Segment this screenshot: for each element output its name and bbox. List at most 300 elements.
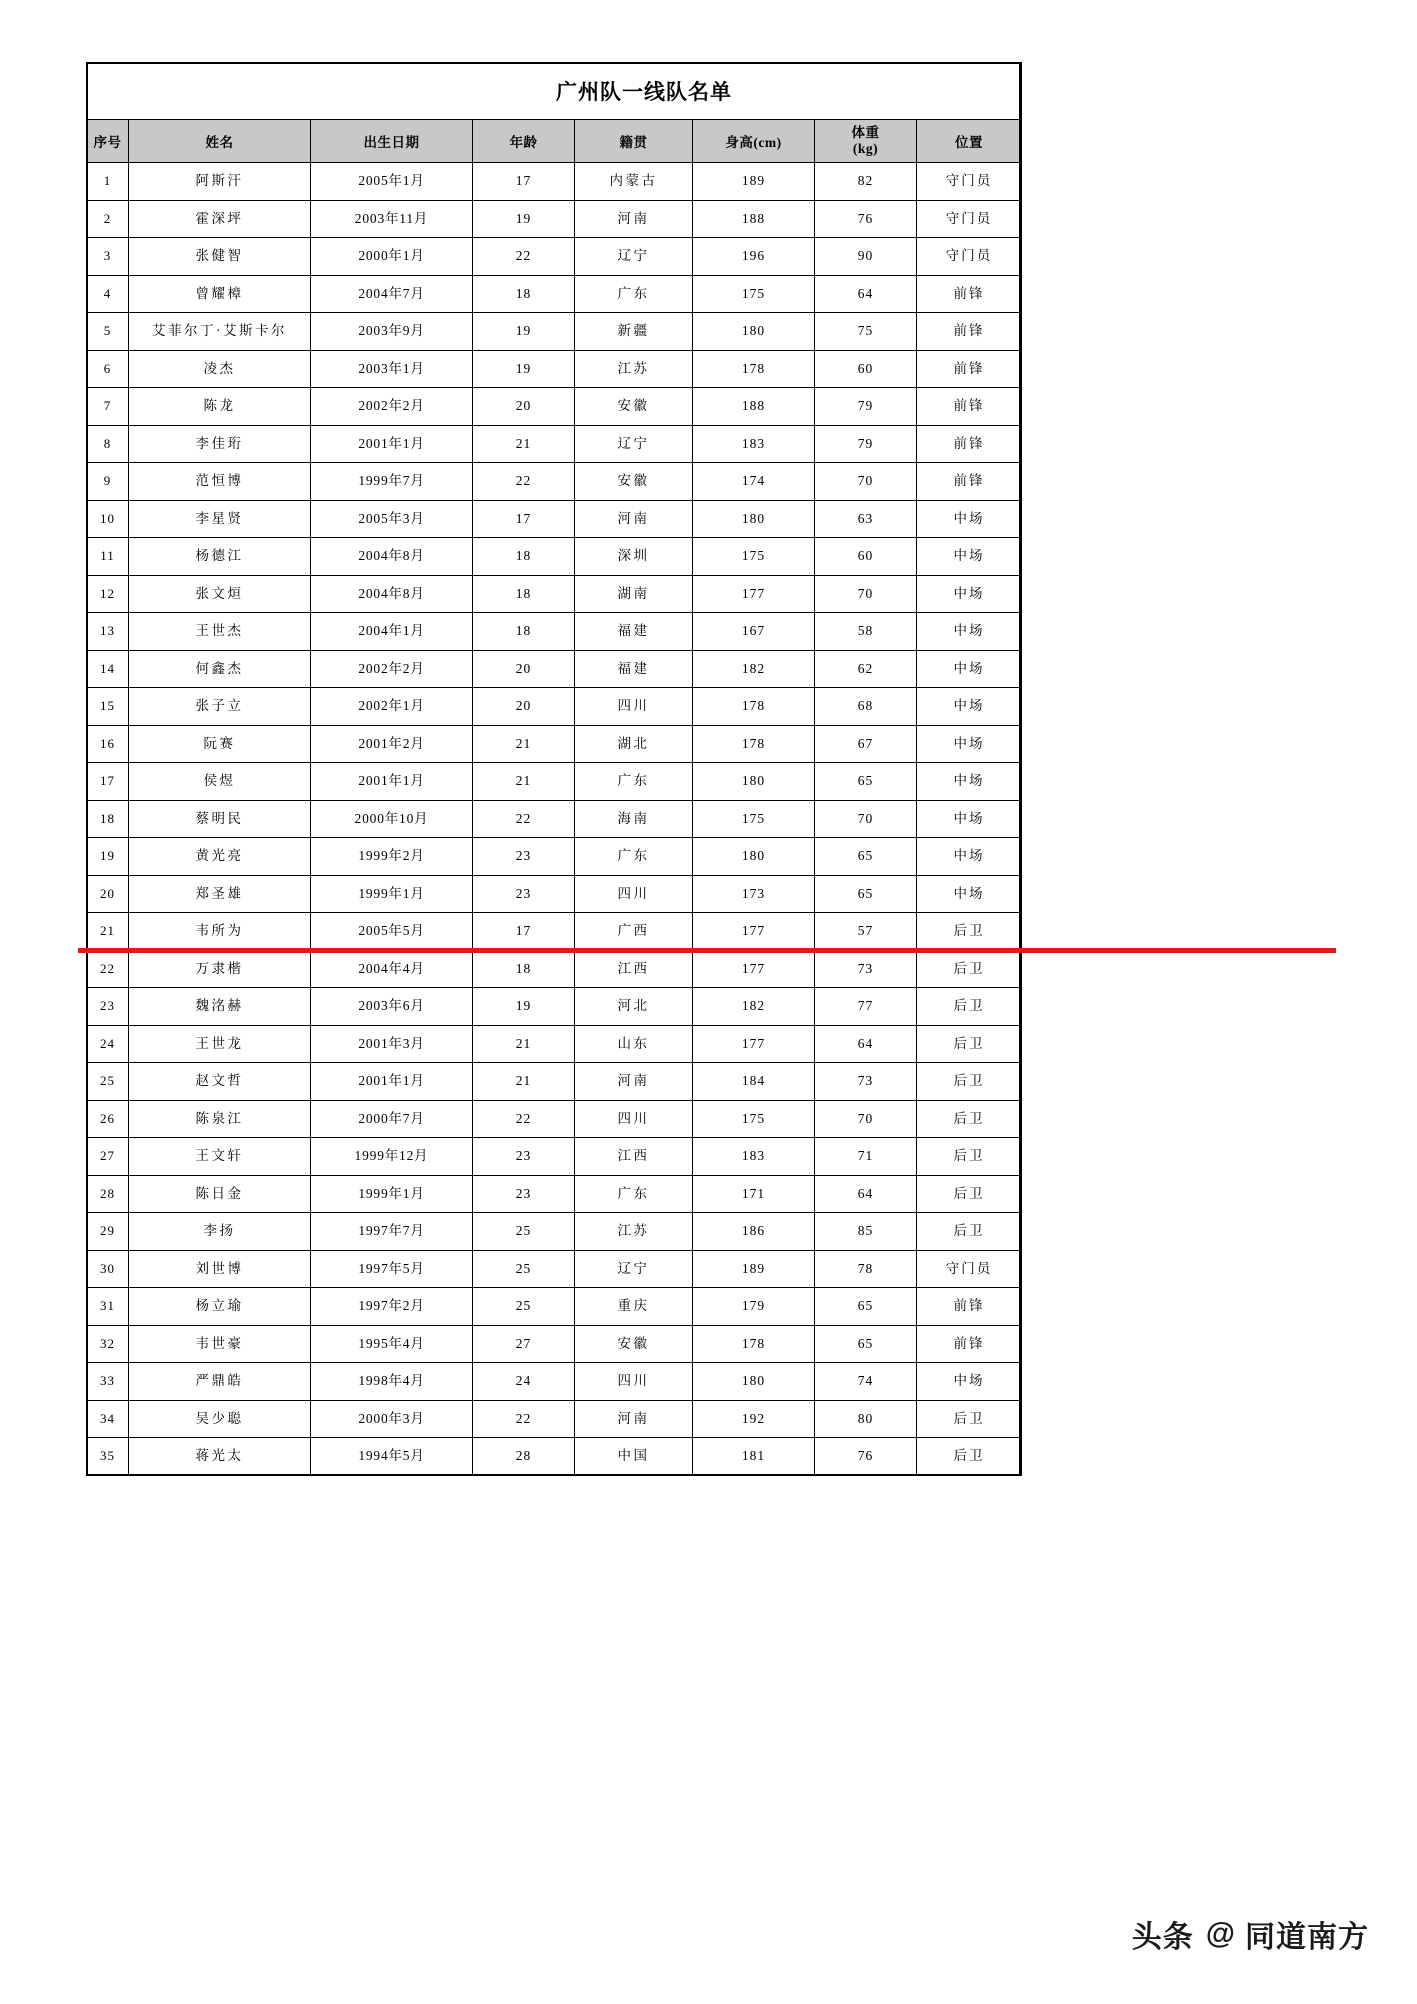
cell-pos: 后卫 xyxy=(917,1400,1022,1438)
cell-age: 25 xyxy=(473,1213,575,1251)
cell-wgt: 60 xyxy=(815,350,917,388)
cell-name: 凌杰 xyxy=(129,350,311,388)
cell-prov: 辽宁 xyxy=(575,425,693,463)
cell-wgt: 80 xyxy=(815,1400,917,1438)
cell-idx: 8 xyxy=(87,425,129,463)
cell-wgt: 75 xyxy=(815,313,917,351)
cell-idx: 31 xyxy=(87,1288,129,1326)
cell-dob: 2000年1月 xyxy=(311,238,473,276)
column-header-name-label: 姓名 xyxy=(205,135,234,150)
cell-prov: 广东 xyxy=(575,838,693,876)
cell-hgt: 177 xyxy=(693,950,815,988)
cell-wgt: 70 xyxy=(815,463,917,501)
cell-prov: 山东 xyxy=(575,1025,693,1063)
cell-idx: 24 xyxy=(87,1025,129,1063)
column-header-hgt-label: 身高(cm) xyxy=(725,135,782,150)
cell-prov: 湖南 xyxy=(575,575,693,613)
cell-dob: 2002年2月 xyxy=(311,650,473,688)
cell-age: 21 xyxy=(473,763,575,801)
column-header-wgt-line2: (kg) xyxy=(852,141,879,156)
cell-prov: 深圳 xyxy=(575,538,693,576)
cell-name: 霍深坪 xyxy=(129,200,311,238)
cell-wgt: 74 xyxy=(815,1363,917,1401)
cell-dob: 2001年1月 xyxy=(311,763,473,801)
cell-pos: 中场 xyxy=(917,688,1022,726)
cell-hgt: 180 xyxy=(693,313,815,351)
cell-name: 吴少聪 xyxy=(129,1400,311,1438)
roster-table xyxy=(86,62,1022,1476)
cell-age: 25 xyxy=(473,1288,575,1326)
table-row[interactable] xyxy=(87,688,1022,726)
cell-pos: 前锋 xyxy=(917,1325,1022,1363)
column-header-pos-label: 位置 xyxy=(955,135,983,150)
table-title-row xyxy=(87,63,1022,120)
cell-pos: 中场 xyxy=(917,500,1022,538)
cell-dob: 1999年1月 xyxy=(311,1175,473,1213)
cell-wgt: 77 xyxy=(815,988,917,1026)
cell-dob: 2001年1月 xyxy=(311,1063,473,1101)
table-row[interactable] xyxy=(87,725,1022,763)
cell-pos: 前锋 xyxy=(917,350,1022,388)
table-row[interactable] xyxy=(87,275,1022,313)
cell-prov: 福建 xyxy=(575,650,693,688)
cell-age: 22 xyxy=(473,238,575,276)
cell-idx: 6 xyxy=(87,350,129,388)
cell-name: 阮赛 xyxy=(129,725,311,763)
table-row[interactable] xyxy=(87,425,1022,463)
cell-wgt: 64 xyxy=(815,275,917,313)
cell-age: 19 xyxy=(473,313,575,351)
cell-idx: 4 xyxy=(87,275,129,313)
cell-idx: 32 xyxy=(87,1325,129,1363)
cell-prov: 内蒙古 xyxy=(575,163,693,201)
table-row[interactable] xyxy=(87,1363,1022,1401)
cell-prov: 河南 xyxy=(575,500,693,538)
cell-idx: 12 xyxy=(87,575,129,613)
cell-name: 万隶楷 xyxy=(129,950,311,988)
cell-dob: 1999年12月 xyxy=(311,1138,473,1176)
cell-pos: 中场 xyxy=(917,725,1022,763)
cell-dob: 2005年3月 xyxy=(311,500,473,538)
column-header-idx-label: 序号 xyxy=(93,135,122,150)
cell-age: 23 xyxy=(473,1175,575,1213)
cell-pos: 中场 xyxy=(917,1363,1022,1401)
table-row[interactable] xyxy=(87,1250,1022,1288)
table-row[interactable] xyxy=(87,1288,1022,1326)
cell-idx: 11 xyxy=(87,538,129,576)
table-row[interactable] xyxy=(87,538,1022,576)
cell-idx: 23 xyxy=(87,988,129,1026)
table-row[interactable] xyxy=(87,1175,1022,1213)
cell-name: 范恒博 xyxy=(129,463,311,501)
cell-name: 曾耀樟 xyxy=(129,275,311,313)
cell-idx: 20 xyxy=(87,875,129,913)
column-header-dob-label: 出生日期 xyxy=(363,135,420,150)
cell-dob: 2000年10月 xyxy=(311,800,473,838)
cell-dob: 1994年5月 xyxy=(311,1438,473,1476)
cell-prov: 安徽 xyxy=(575,1325,693,1363)
cell-idx: 33 xyxy=(87,1363,129,1401)
cell-dob: 2003年1月 xyxy=(311,350,473,388)
cell-hgt: 175 xyxy=(693,800,815,838)
cell-prov: 江西 xyxy=(575,950,693,988)
cell-dob: 1999年2月 xyxy=(311,838,473,876)
cell-dob: 2000年3月 xyxy=(311,1400,473,1438)
table-row[interactable] xyxy=(87,575,1022,613)
cell-dob: 1999年7月 xyxy=(311,463,473,501)
cell-pos: 前锋 xyxy=(917,313,1022,351)
table-row[interactable] xyxy=(87,763,1022,801)
cell-age: 27 xyxy=(473,1325,575,1363)
cell-idx: 26 xyxy=(87,1100,129,1138)
cell-idx: 3 xyxy=(87,238,129,276)
cell-prov: 福建 xyxy=(575,613,693,651)
cell-pos: 前锋 xyxy=(917,1288,1022,1326)
cell-prov: 四川 xyxy=(575,1100,693,1138)
cell-prov: 广东 xyxy=(575,763,693,801)
table-row[interactable] xyxy=(87,313,1022,351)
cell-name: 王世龙 xyxy=(129,1025,311,1063)
table-row[interactable] xyxy=(87,613,1022,651)
cell-pos: 前锋 xyxy=(917,275,1022,313)
table-row[interactable] xyxy=(87,875,1022,913)
cell-name: 阿斯汗 xyxy=(129,163,311,201)
cell-wgt: 57 xyxy=(815,913,917,951)
cell-idx: 1 xyxy=(87,163,129,201)
column-header-age[interactable] xyxy=(473,120,575,163)
cell-dob: 2002年1月 xyxy=(311,688,473,726)
cell-hgt: 174 xyxy=(693,463,815,501)
cell-dob: 1997年5月 xyxy=(311,1250,473,1288)
cell-name: 李星贤 xyxy=(129,500,311,538)
table-row[interactable] xyxy=(87,988,1022,1026)
cell-prov: 湖北 xyxy=(575,725,693,763)
cell-hgt: 178 xyxy=(693,725,815,763)
cell-hgt: 181 xyxy=(693,1438,815,1476)
table-row[interactable] xyxy=(87,800,1022,838)
cell-prov: 广东 xyxy=(575,275,693,313)
cell-age: 18 xyxy=(473,275,575,313)
cell-pos: 中场 xyxy=(917,613,1022,651)
table-row[interactable] xyxy=(87,1025,1022,1063)
cell-prov: 河南 xyxy=(575,1400,693,1438)
cell-hgt: 196 xyxy=(693,238,815,276)
cell-age: 20 xyxy=(473,688,575,726)
cell-dob: 1999年1月 xyxy=(311,875,473,913)
table-header-row xyxy=(87,120,1022,163)
table-row[interactable] xyxy=(87,388,1022,426)
cell-pos: 守门员 xyxy=(917,1250,1022,1288)
cell-pos: 后卫 xyxy=(917,1138,1022,1176)
cell-dob: 2004年1月 xyxy=(311,613,473,651)
cell-age: 19 xyxy=(473,988,575,1026)
cell-age: 17 xyxy=(473,163,575,201)
cell-name: 严鼎皓 xyxy=(129,1363,311,1401)
cell-idx: 17 xyxy=(87,763,129,801)
cell-age: 19 xyxy=(473,200,575,238)
cell-age: 20 xyxy=(473,650,575,688)
cell-name: 刘世博 xyxy=(129,1250,311,1288)
cell-wgt: 64 xyxy=(815,1175,917,1213)
cell-pos: 守门员 xyxy=(917,163,1022,201)
cell-pos: 后卫 xyxy=(917,1438,1022,1476)
cell-pos: 后卫 xyxy=(917,913,1022,951)
cell-idx: 21 xyxy=(87,913,129,951)
table-row[interactable] xyxy=(87,1325,1022,1363)
cell-dob: 1998年4月 xyxy=(311,1363,473,1401)
cell-name: 赵文哲 xyxy=(129,1063,311,1101)
cell-age: 18 xyxy=(473,538,575,576)
cell-prov: 安徽 xyxy=(575,388,693,426)
column-header-wgt[interactable] xyxy=(815,120,917,163)
cell-dob: 2004年7月 xyxy=(311,275,473,313)
cell-hgt: 175 xyxy=(693,275,815,313)
cell-hgt: 175 xyxy=(693,1100,815,1138)
cell-idx: 18 xyxy=(87,800,129,838)
cell-age: 22 xyxy=(473,1100,575,1138)
cell-dob: 2004年4月 xyxy=(311,950,473,988)
cell-wgt: 58 xyxy=(815,613,917,651)
column-header-age-label: 年龄 xyxy=(509,135,538,150)
table-row[interactable] xyxy=(87,350,1022,388)
column-header-wgt-line1: 体重 xyxy=(851,125,880,141)
cell-hgt: 182 xyxy=(693,650,815,688)
cell-age: 20 xyxy=(473,388,575,426)
cell-hgt: 178 xyxy=(693,1325,815,1363)
cell-idx: 7 xyxy=(87,388,129,426)
column-header-prov[interactable] xyxy=(575,120,693,163)
cell-age: 22 xyxy=(473,463,575,501)
cell-wgt: 78 xyxy=(815,1250,917,1288)
cell-wgt: 90 xyxy=(815,238,917,276)
cell-hgt: 178 xyxy=(693,350,815,388)
cell-wgt: 70 xyxy=(815,1100,917,1138)
cell-hgt: 175 xyxy=(693,538,815,576)
cell-age: 21 xyxy=(473,425,575,463)
table-row[interactable] xyxy=(87,163,1022,201)
cell-name: 魏洺赫 xyxy=(129,988,311,1026)
cell-hgt: 192 xyxy=(693,1400,815,1438)
cell-name: 侯煜 xyxy=(129,763,311,801)
cell-hgt: 177 xyxy=(693,575,815,613)
cell-wgt: 65 xyxy=(815,1288,917,1326)
cell-dob: 2001年1月 xyxy=(311,425,473,463)
cell-age: 25 xyxy=(473,1250,575,1288)
cell-hgt: 177 xyxy=(693,913,815,951)
column-header-dob[interactable] xyxy=(311,120,473,163)
cell-name: 蒋光太 xyxy=(129,1438,311,1476)
cell-age: 23 xyxy=(473,875,575,913)
cell-pos: 中场 xyxy=(917,538,1022,576)
cell-pos: 后卫 xyxy=(917,1025,1022,1063)
table-row[interactable] xyxy=(87,650,1022,688)
cell-hgt: 180 xyxy=(693,763,815,801)
cell-pos: 中场 xyxy=(917,575,1022,613)
roster-sheet xyxy=(86,62,1021,1476)
cell-prov: 河北 xyxy=(575,988,693,1026)
cell-idx: 29 xyxy=(87,1213,129,1251)
cell-name: 杨立瑜 xyxy=(129,1288,311,1326)
cell-hgt: 177 xyxy=(693,1025,815,1063)
column-header-idx[interactable] xyxy=(87,120,129,163)
page-title-cell xyxy=(87,63,1022,120)
cell-age: 24 xyxy=(473,1363,575,1401)
cell-name: 陈龙 xyxy=(129,388,311,426)
cell-dob: 2004年8月 xyxy=(311,538,473,576)
cell-pos: 前锋 xyxy=(917,463,1022,501)
cell-hgt: 186 xyxy=(693,1213,815,1251)
cell-hgt: 180 xyxy=(693,838,815,876)
cell-age: 28 xyxy=(473,1438,575,1476)
cell-age: 17 xyxy=(473,913,575,951)
cell-pos: 中场 xyxy=(917,838,1022,876)
cell-prov: 安徽 xyxy=(575,463,693,501)
cell-hgt: 167 xyxy=(693,613,815,651)
cell-dob: 2004年8月 xyxy=(311,575,473,613)
cell-wgt: 71 xyxy=(815,1138,917,1176)
table-row[interactable] xyxy=(87,500,1022,538)
cell-prov: 新疆 xyxy=(575,313,693,351)
cell-hgt: 173 xyxy=(693,875,815,913)
cell-prov: 江西 xyxy=(575,1138,693,1176)
column-header-pos[interactable] xyxy=(917,120,1022,163)
cell-prov: 中国 xyxy=(575,1438,693,1476)
cell-pos: 中场 xyxy=(917,800,1022,838)
cell-wgt: 76 xyxy=(815,200,917,238)
cell-wgt: 67 xyxy=(815,725,917,763)
table-row[interactable] xyxy=(87,1213,1022,1251)
cell-age: 19 xyxy=(473,350,575,388)
cell-prov: 辽宁 xyxy=(575,1250,693,1288)
cell-prov: 四川 xyxy=(575,875,693,913)
column-header-prov-label: 籍贯 xyxy=(619,135,648,150)
table-row[interactable] xyxy=(87,200,1022,238)
cell-name: 黄光亮 xyxy=(129,838,311,876)
table-row[interactable] xyxy=(87,950,1022,988)
cell-pos: 后卫 xyxy=(917,1175,1022,1213)
cell-hgt: 180 xyxy=(693,1363,815,1401)
cell-pos: 中场 xyxy=(917,650,1022,688)
table-row[interactable] xyxy=(87,238,1022,276)
table-row[interactable] xyxy=(87,1100,1022,1138)
cell-dob: 2003年9月 xyxy=(311,313,473,351)
cell-idx: 9 xyxy=(87,463,129,501)
table-row[interactable] xyxy=(87,463,1022,501)
cell-hgt: 188 xyxy=(693,200,815,238)
cell-dob: 2003年11月 xyxy=(311,200,473,238)
cell-dob: 2001年3月 xyxy=(311,1025,473,1063)
cell-idx: 22 xyxy=(87,950,129,988)
cell-wgt: 73 xyxy=(815,950,917,988)
cell-pos: 中场 xyxy=(917,763,1022,801)
cell-name: 张子立 xyxy=(129,688,311,726)
cell-prov: 辽宁 xyxy=(575,238,693,276)
cell-name: 王世杰 xyxy=(129,613,311,651)
cell-wgt: 82 xyxy=(815,163,917,201)
cell-dob: 1997年2月 xyxy=(311,1288,473,1326)
cell-age: 22 xyxy=(473,800,575,838)
cell-name: 张文烜 xyxy=(129,575,311,613)
cell-name: 杨德江 xyxy=(129,538,311,576)
cell-wgt: 65 xyxy=(815,838,917,876)
cell-wgt: 70 xyxy=(815,800,917,838)
cell-pos: 后卫 xyxy=(917,1100,1022,1138)
cell-wgt: 65 xyxy=(815,763,917,801)
cell-wgt: 85 xyxy=(815,1213,917,1251)
cell-prov: 河南 xyxy=(575,1063,693,1101)
cell-dob: 2003年6月 xyxy=(311,988,473,1026)
cell-pos: 守门员 xyxy=(917,200,1022,238)
cell-hgt: 189 xyxy=(693,1250,815,1288)
cell-wgt: 79 xyxy=(815,388,917,426)
cell-idx: 2 xyxy=(87,200,129,238)
table-row[interactable] xyxy=(87,1400,1022,1438)
cell-age: 17 xyxy=(473,500,575,538)
cell-hgt: 179 xyxy=(693,1288,815,1326)
column-header-name[interactable] xyxy=(129,120,311,163)
cell-hgt: 182 xyxy=(693,988,815,1026)
cell-wgt: 65 xyxy=(815,1325,917,1363)
table-row[interactable] xyxy=(87,1138,1022,1176)
cell-pos: 后卫 xyxy=(917,1063,1022,1101)
cell-idx: 15 xyxy=(87,688,129,726)
cell-hgt: 184 xyxy=(693,1063,815,1101)
cell-idx: 13 xyxy=(87,613,129,651)
cell-dob: 2000年7月 xyxy=(311,1100,473,1138)
table-row[interactable] xyxy=(87,1438,1022,1476)
page-title: 广州队一线队名单 xyxy=(556,80,732,104)
cell-dob: 2002年2月 xyxy=(311,388,473,426)
table-row[interactable] xyxy=(87,838,1022,876)
cell-idx: 25 xyxy=(87,1063,129,1101)
cell-hgt: 189 xyxy=(693,163,815,201)
column-header-hgt[interactable] xyxy=(693,120,815,163)
cell-dob: 2005年5月 xyxy=(311,913,473,951)
cell-prov: 江苏 xyxy=(575,350,693,388)
cell-name: 郑圣雄 xyxy=(129,875,311,913)
cell-age: 21 xyxy=(473,1063,575,1101)
cell-prov: 广西 xyxy=(575,913,693,951)
cell-hgt: 183 xyxy=(693,1138,815,1176)
cell-name: 陈泉江 xyxy=(129,1100,311,1138)
cell-name: 张健智 xyxy=(129,238,311,276)
cell-idx: 35 xyxy=(87,1438,129,1476)
cell-dob: 2001年2月 xyxy=(311,725,473,763)
cell-age: 23 xyxy=(473,838,575,876)
cell-prov: 四川 xyxy=(575,688,693,726)
cell-idx: 16 xyxy=(87,725,129,763)
cell-hgt: 188 xyxy=(693,388,815,426)
cell-wgt: 73 xyxy=(815,1063,917,1101)
cell-idx: 10 xyxy=(87,500,129,538)
watermark-account-label: 同道南方 xyxy=(1245,1921,1369,1954)
cell-name: 李佳珩 xyxy=(129,425,311,463)
table-row[interactable] xyxy=(87,913,1022,951)
watermark-platform-label: 头条 xyxy=(1131,1921,1194,1954)
table-row[interactable] xyxy=(87,1063,1022,1101)
cell-pos: 中场 xyxy=(917,875,1022,913)
cell-pos: 前锋 xyxy=(917,388,1022,426)
cell-idx: 19 xyxy=(87,838,129,876)
cell-hgt: 178 xyxy=(693,688,815,726)
cell-wgt: 79 xyxy=(815,425,917,463)
cell-age: 23 xyxy=(473,1138,575,1176)
cell-dob: 1997年7月 xyxy=(311,1213,473,1251)
cell-wgt: 65 xyxy=(815,875,917,913)
cell-pos: 前锋 xyxy=(917,425,1022,463)
cell-pos: 后卫 xyxy=(917,1213,1022,1251)
cell-prov: 广东 xyxy=(575,1175,693,1213)
